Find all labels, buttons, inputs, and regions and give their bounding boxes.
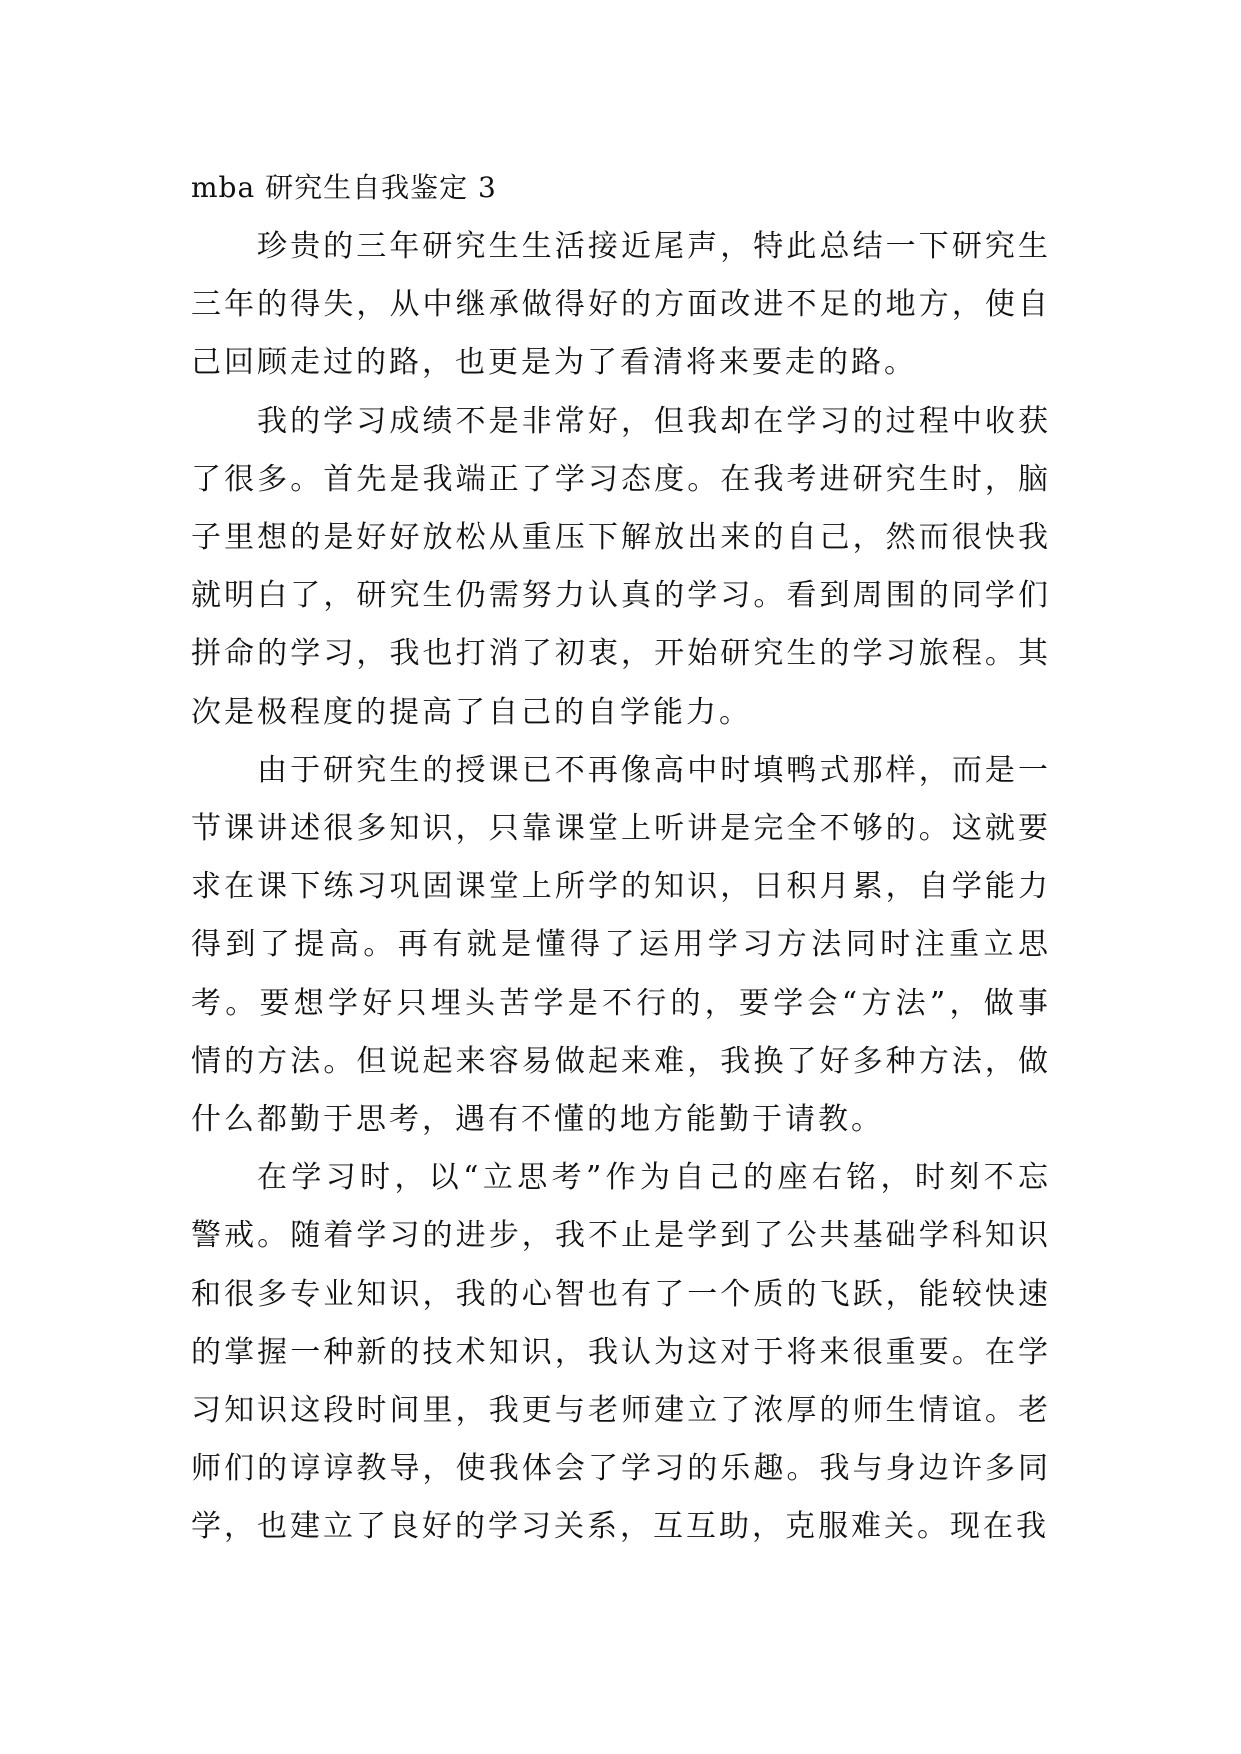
paragraph-2: 我的学习成绩不是非常好，但我却在学习的过程中收获了很多。首先是我端正了学习态度。在我考进研究生时，脑子里想的是好好放松从重压下解放出来的自己，然而很快我就明白了，研究生仍需努力认真的学习。看到周围的同学们拼命的学习，我也打消了初衷，开始研究生的学习旅程。其次是极程度的提高了自己的自学能力。 <box>191 403 1051 730</box>
paragraph-4: 在学习时，以“立思考”作为自己的座右铭，时刻不忘警戒。随着学习的进步，我不止是学到了公共基础学科知识和很多专业知识，我的心智也有了一个质的飞跃，能较快速的掌握一种新的技术知识，我认为这对于将来很重要。在学习知识这段时间里，我更与老师建立了浓厚的师生情谊。老师们的谆谆教导，使我体会了学习的乐趣。我与身边许多同学，也建立了良好的学习关系，互互助，克服难关。现在我 <box>191 1160 1051 1545</box>
document-title: mba 研究生自我鉴定 3 <box>191 171 497 204</box>
paragraph-3: 由于研究生的授课已不再像高中时填鸭式那样，而是一节课讲述很多知识，只靠课堂上听讲是完全不够的。这就要求在课下练习巩固课堂上所学的知识，日积月累，自学能力得到了提高。再有就是懂得了运用学习方法同时注重立思考。要想学好只埋头苦学是不行的，要学会“方法”，做事情的方法。但说起来容易做起来难，我换了好多种方法，做什么都勤于思考，遇有不懂的地方能勤于请教。 <box>191 752 1051 1138</box>
paragraph-1: 珍贵的三年研究生生活接近尾声，特此总结一下研究生三年的得失，从中继承做得好的方面改进不足的地方，使自己回顾走过的路，也更是为了看清将来要走的路。 <box>191 229 1051 381</box>
document-page <box>191 160 1051 1557</box>
